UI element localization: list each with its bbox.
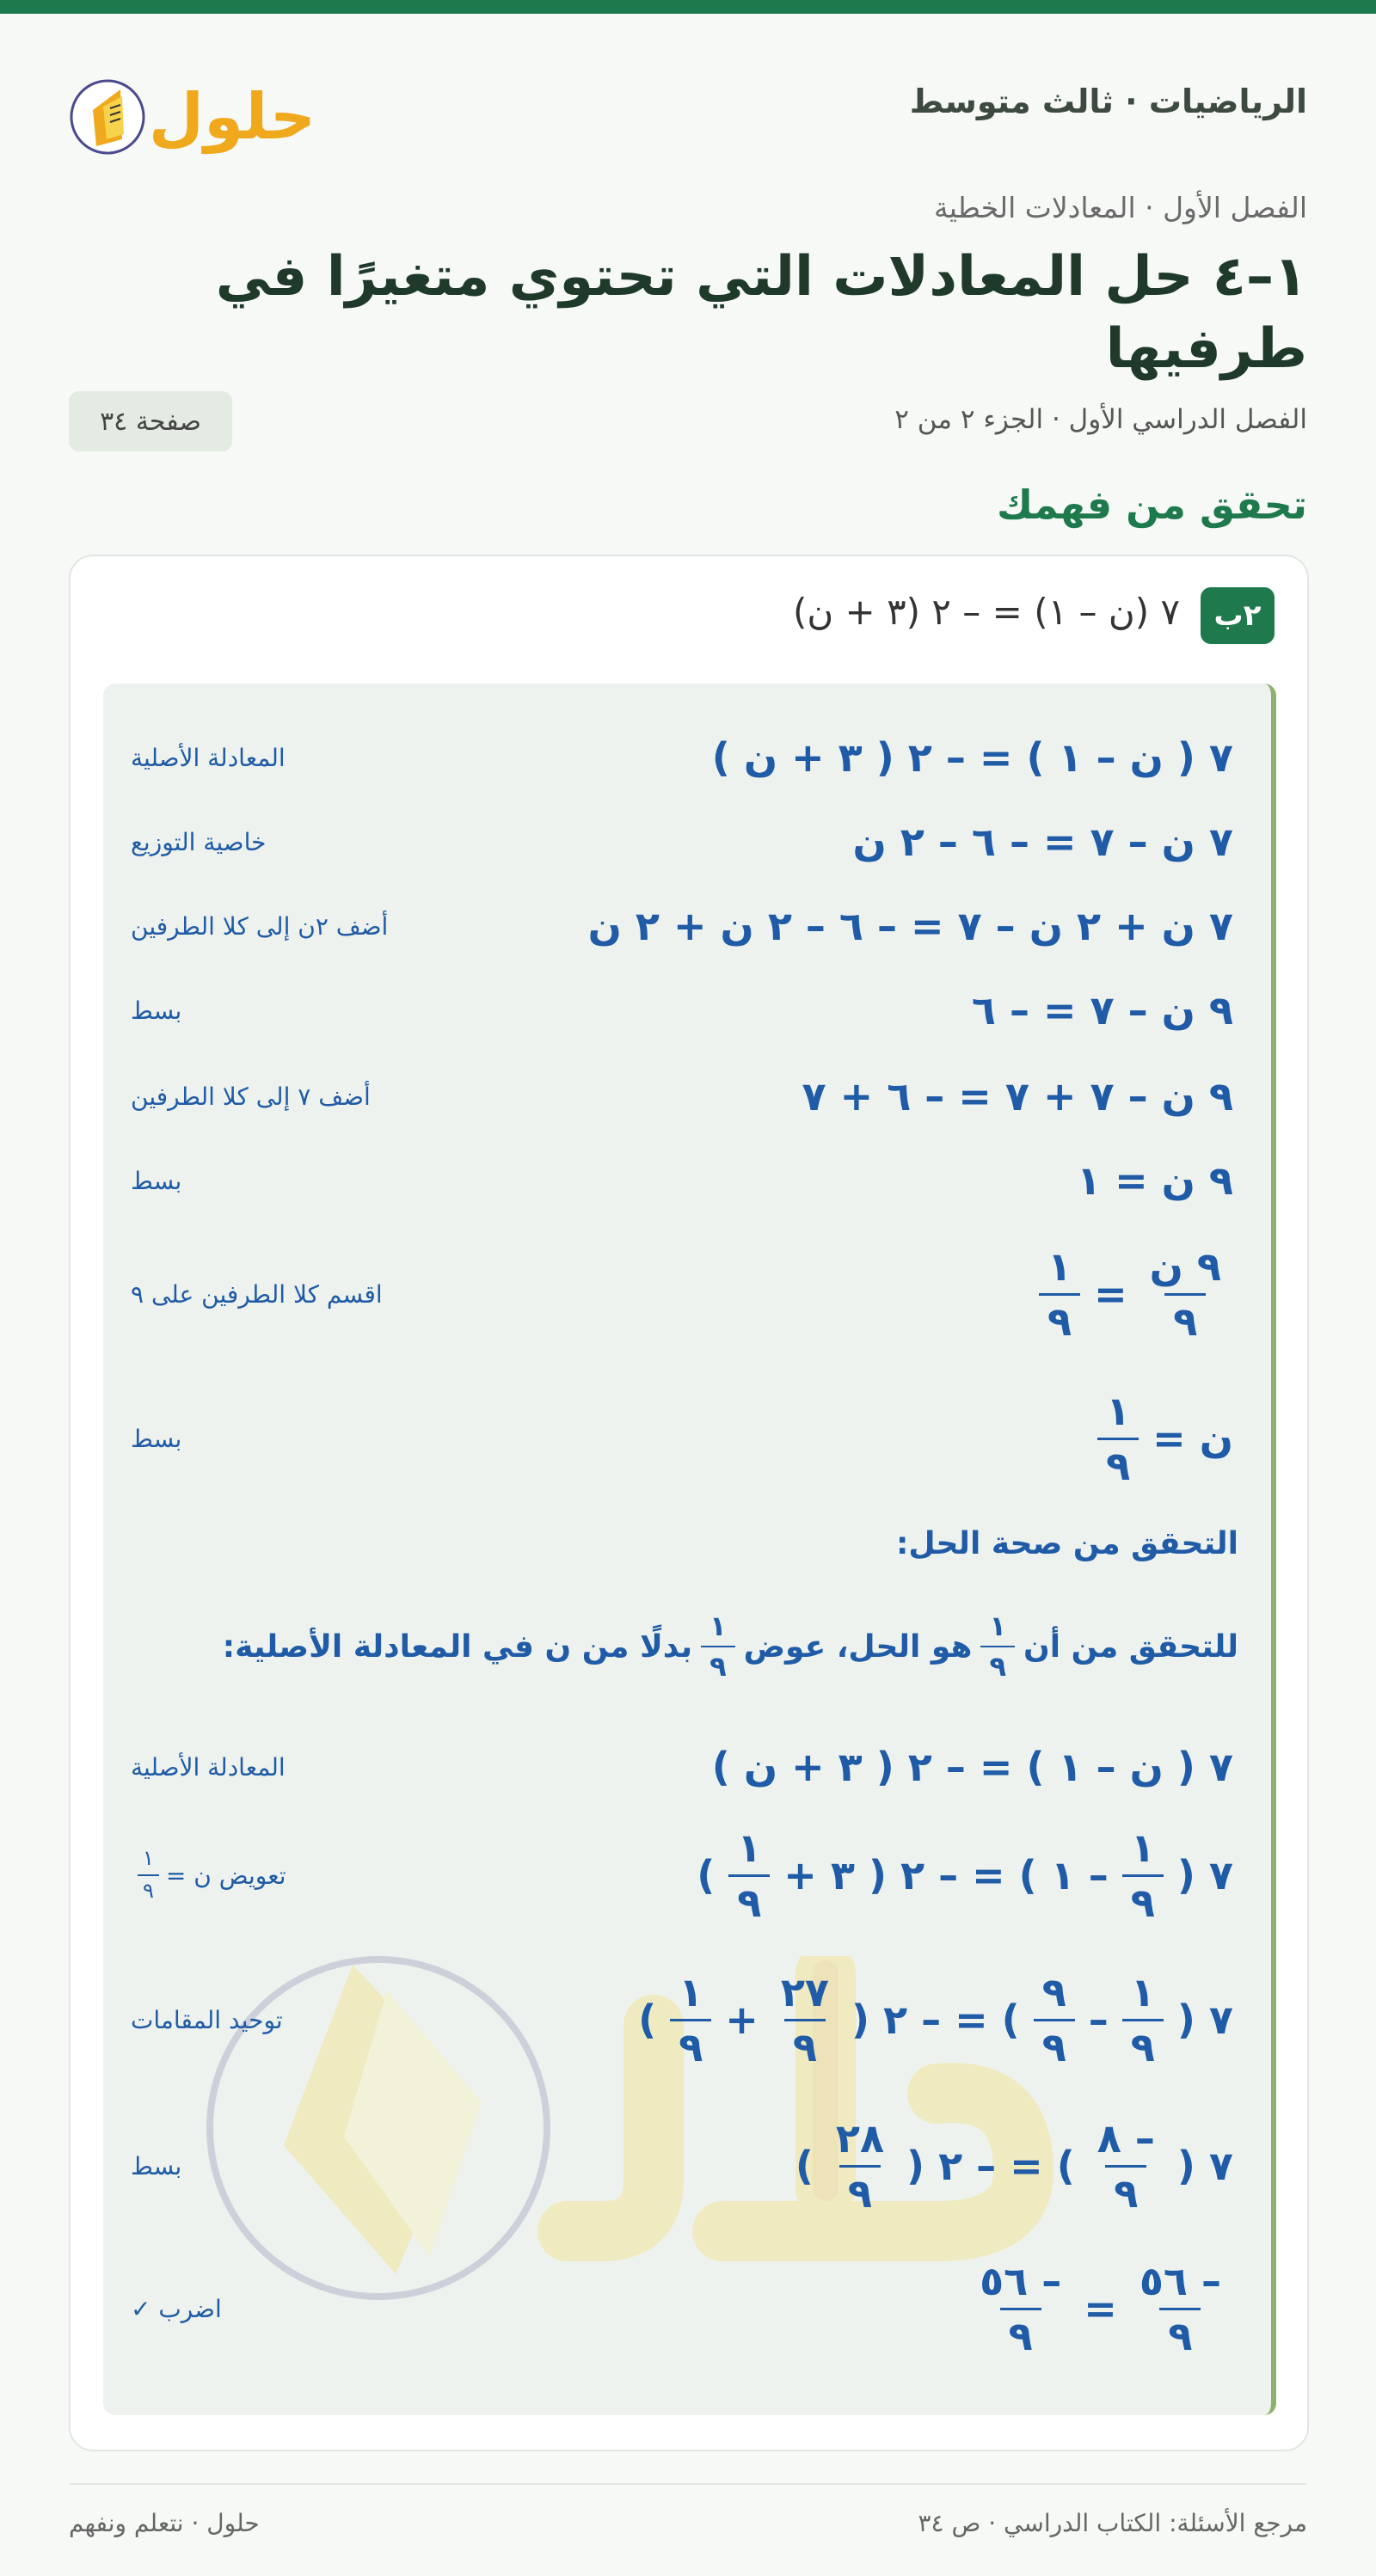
footer-divider xyxy=(69,2483,1307,2485)
fraction xyxy=(1034,1970,1075,2070)
fraction-denominator: ٩ xyxy=(1122,1874,1164,1926)
note-fraction xyxy=(138,1847,159,1903)
fraction-denominator: ٩ xyxy=(138,1874,159,1904)
equation-text: + xyxy=(725,1996,759,2043)
fraction-denominator: ٩ xyxy=(839,2165,881,2217)
equation-text: ) = – ٢ ( xyxy=(851,1996,1020,2043)
fraction-numerator: – ٥٦ xyxy=(1139,2257,1221,2304)
equation-text: ٧ ( xyxy=(1176,2143,1233,2189)
equation-text: = xyxy=(1094,1271,1127,1317)
equation-text: ٩ ن – ٧ = – ٦ xyxy=(971,987,1233,1033)
fraction-numerator: ١ xyxy=(1130,1824,1155,1871)
equation-text: ٩ ن = ١ xyxy=(1076,1157,1233,1204)
fraction xyxy=(670,1970,711,2070)
equation xyxy=(691,1824,1238,1926)
step-row xyxy=(103,1242,1238,1345)
justification-text: أضف ٢ن إلى كلا الطرفين xyxy=(131,911,389,941)
fraction-denominator: ٩ xyxy=(1122,2019,1164,2070)
fraction xyxy=(1097,1389,1139,1489)
step-justification xyxy=(131,1138,181,1224)
question-equation: ٧ (ن – ١) = – ٢ (٣ + ن) xyxy=(792,591,1180,633)
equation-text: ٧ ن – ٧ = – ٦ – ٢ ن xyxy=(852,819,1233,865)
fraction-denominator: ٩ xyxy=(980,1646,1015,1683)
justification-text: توحيد المقامات xyxy=(131,2005,283,2034)
step-row xyxy=(103,1053,1238,1139)
chapter-label: الفصل الأول · المعادلات الخطية xyxy=(934,191,1307,224)
solution-panel xyxy=(103,684,1276,2415)
fraction-numerator: ١ xyxy=(1106,1387,1131,1434)
verify-instruction xyxy=(223,1604,1238,1690)
step-justification xyxy=(131,1977,283,2063)
equation xyxy=(797,1053,1238,1139)
fraction-denominator: ٩ xyxy=(728,1874,770,1926)
fraction-numerator: ١ xyxy=(679,1968,703,2015)
justification-text: المعادلة الأصلية xyxy=(131,743,286,772)
fraction-denominator: ٩ xyxy=(1164,1293,1206,1345)
justification-text: المعادلة الأصلية xyxy=(131,1752,286,1782)
fraction xyxy=(772,1970,838,2070)
equation-text: ٧ ( xyxy=(1176,1852,1233,1898)
fraction-denominator: ٩ xyxy=(1097,1438,1139,1489)
justification-text: خاصية التوزيع xyxy=(131,827,267,856)
fraction xyxy=(728,1825,770,1926)
equation-text: ) xyxy=(795,2143,814,2189)
fraction-numerator: ١ xyxy=(1130,1968,1155,2015)
verify-text-middle: هو الحل، عوض xyxy=(743,1628,973,1665)
equation-text: – xyxy=(1088,1996,1109,2043)
equation-text: ٧ ن + ٢ ن – ٧ = – ٦ – ٢ ن + ٢ ن xyxy=(587,903,1233,949)
fraction-denominator: ٩ xyxy=(670,2019,711,2070)
top-accent-bar xyxy=(0,0,1376,14)
equation xyxy=(707,1724,1238,1810)
lesson-title: ١–٤ حل المعادلات التي تحتوي متغيرًا في طرفيها xyxy=(215,245,1307,381)
fraction xyxy=(1122,1825,1164,1926)
justification-text: أضف ٧ إلى كلا الطرفين xyxy=(131,1082,371,1111)
fraction xyxy=(1141,1244,1230,1345)
equation xyxy=(583,883,1238,969)
check-row xyxy=(103,2114,1238,2217)
step-justification xyxy=(131,1395,181,1481)
step-justification xyxy=(131,1053,371,1139)
fraction-denominator: ٩ xyxy=(784,2019,826,2070)
equation xyxy=(1072,1138,1238,1224)
equation-text: = xyxy=(1084,2285,1117,2332)
fraction-numerator: ٢٨ xyxy=(835,2114,885,2162)
fraction-denominator: ٩ xyxy=(1000,2308,1041,2359)
step-justification xyxy=(131,967,181,1053)
hulul-logo xyxy=(69,57,318,160)
fraction-numerator: ٩ ن xyxy=(1149,1242,1221,1290)
check-row xyxy=(103,1968,1238,2070)
equation-text: ) = – ٢ ( xyxy=(906,2143,1075,2189)
equation xyxy=(790,2114,1238,2217)
check-row xyxy=(103,2257,1238,2359)
equation-text: – ١ ) = – ٢ ( ٣ + xyxy=(783,1852,1109,1898)
justification-text: بسط xyxy=(131,996,182,1025)
step-row xyxy=(103,967,1238,1053)
footer-reference: مرجع الأسئلة: الكتاب الدراسي · ص ٣٤ xyxy=(918,2509,1307,2537)
question-number-badge: ٢ب xyxy=(1201,587,1275,644)
justification-text: تعويض ن = xyxy=(165,1861,286,1890)
verify-text-after: بدلًا من ن في المعادلة الأصلية: xyxy=(222,1628,693,1665)
fraction xyxy=(1039,1244,1080,1345)
fraction-denominator: ٩ xyxy=(1039,1293,1080,1345)
equation-text: ٩ ن – ٧ + ٧ = – ٦ + ٧ xyxy=(802,1073,1233,1119)
equation-text: ن = xyxy=(1152,1415,1233,1462)
exercise-card xyxy=(69,555,1309,2451)
step-row xyxy=(103,883,1238,969)
footer-brand: حلول · نتعلم ونفهم xyxy=(69,2509,260,2537)
step-row xyxy=(103,1138,1238,1224)
step-justification xyxy=(131,2123,181,2209)
step-justification xyxy=(131,799,266,885)
equation-text: ٧ ( xyxy=(1176,1996,1233,2043)
step-row xyxy=(103,715,1238,800)
equation-text: ٧ ( ن – ١ ) = – ٢ ( ٣ + ن ) xyxy=(711,734,1233,781)
verify-text-before: للتحقق من أن xyxy=(1023,1628,1238,1665)
equation xyxy=(707,715,1238,800)
verify-fraction-1 xyxy=(980,1610,1015,1683)
fraction-numerator: ١ xyxy=(989,1610,1006,1643)
page-header xyxy=(69,50,1307,162)
fraction xyxy=(1089,2116,1164,2217)
justification-text: اضرب ✓ xyxy=(131,2294,222,2323)
fraction-numerator: ٢٧ xyxy=(780,1968,829,2015)
fraction-denominator: ٩ xyxy=(1034,2019,1075,2070)
fraction-denominator: ٩ xyxy=(1159,2308,1201,2359)
equation-text: ٧ ( ن – ١ ) = – ٢ ( ٣ + ن ) xyxy=(711,1744,1233,1790)
justification-text: بسط xyxy=(131,2151,182,2180)
page-number-badge: صفحة ٣٤ xyxy=(69,391,232,451)
fraction-numerator: ١ xyxy=(1047,1242,1072,1290)
check-row xyxy=(103,1724,1238,1810)
verify-heading: التحقق من صحة الحل: xyxy=(895,1526,1238,1561)
fraction-numerator: – ٨ xyxy=(1096,2114,1155,2162)
fraction-numerator: – ٥٦ xyxy=(980,2257,1062,2304)
equation xyxy=(633,1968,1238,2070)
step-justification xyxy=(131,2266,222,2352)
equation-text: ) xyxy=(697,1852,716,1898)
equation xyxy=(967,967,1238,1053)
fraction-numerator: ١ xyxy=(737,1824,762,1871)
fraction-denominator: ٩ xyxy=(1105,2165,1146,2217)
equation xyxy=(962,2257,1238,2359)
svg-text:حلول: حلول xyxy=(148,80,316,154)
equation xyxy=(847,799,1238,885)
equation-text: ) xyxy=(638,1996,657,2043)
section-title: تحقق من فهمك xyxy=(996,481,1307,528)
equation xyxy=(1030,1242,1238,1345)
step-row xyxy=(103,799,1238,885)
justification-text: بسط xyxy=(131,1166,182,1195)
fraction-numerator: ١ xyxy=(143,1846,154,1871)
justification-text: بسط xyxy=(131,1424,182,1453)
fraction-denominator: ٩ xyxy=(701,1646,735,1683)
semester-label: الفصل الدراسي الأول · الجزء ٢ من ٢ xyxy=(894,404,1307,435)
step-justification xyxy=(131,1832,286,1918)
fraction xyxy=(827,2116,893,2217)
fraction-numerator: ٩ xyxy=(1041,1968,1066,2015)
step-justification xyxy=(131,715,286,800)
fraction xyxy=(971,2259,1070,2359)
step-row xyxy=(103,1387,1238,1489)
step-justification xyxy=(131,1251,383,1337)
check-row xyxy=(103,1824,1238,1926)
subject-label: الرياضيات · ثالث متوسط xyxy=(909,83,1307,120)
verify-fraction-2 xyxy=(701,1610,735,1683)
fraction xyxy=(1131,2259,1230,2359)
justification-text: اقسم كلا الطرفين على ٩ xyxy=(131,1279,383,1309)
fraction xyxy=(1122,1970,1164,2070)
step-justification xyxy=(131,1724,286,1810)
equation xyxy=(1089,1387,1238,1489)
step-justification xyxy=(131,883,388,969)
fraction-numerator: ١ xyxy=(710,1610,727,1643)
